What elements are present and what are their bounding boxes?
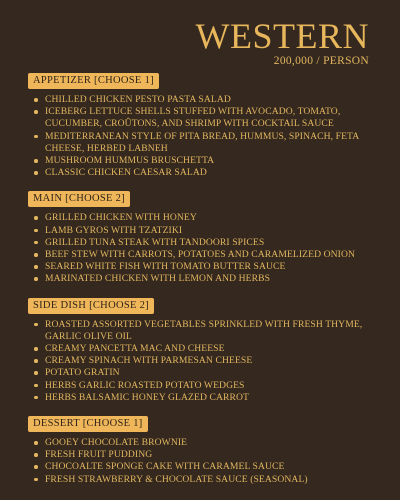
section-header: APPETIZER [CHOOSE 1]: [28, 73, 159, 89]
item-list: [28, 94, 378, 179]
bullet-icon: [34, 171, 38, 175]
item-label: CREAMY PANCETTA MAC AND CHEESE: [45, 343, 225, 355]
bullet-icon: [34, 465, 38, 469]
item-label: CHOCOALTE SPONGE CAKE WITH CARAMEL SAUCE: [45, 461, 285, 473]
item-label: ROASTED ASSORTED VEGETABLES SPRINKLED WITH FRESH THYME, GARLIC OLIVE OIL: [45, 318, 363, 342]
list-item: [28, 449, 378, 461]
menu-price: 200,000 / PERSON: [273, 55, 369, 67]
item-label: GRILLED TUNA STEAK WITH TANDOORI SPICES: [45, 236, 265, 248]
bullet-icon: [34, 323, 38, 327]
list-item: [28, 380, 378, 392]
bullet-icon: [34, 384, 38, 388]
list-item: [28, 474, 378, 486]
bullet-icon: [34, 229, 38, 233]
list-item: [28, 237, 378, 249]
bullet-icon: [34, 347, 38, 351]
item-label: CREAMY SPINACH WITH PARMESAN CHEESE: [45, 355, 253, 367]
bullet-icon: [34, 396, 38, 400]
section-main: [28, 186, 378, 285]
item-label: CHILLED CHICKEN PESTO PASTA SALAD: [45, 94, 231, 105]
bullet-icon: [34, 453, 38, 457]
list-item: [28, 367, 378, 379]
list-item: [28, 94, 378, 106]
item-list: [28, 319, 378, 404]
bullet-icon: [34, 159, 38, 163]
bullet-icon: [34, 478, 38, 482]
section-appetizer: [28, 68, 378, 179]
section-header: SIDE DISH [CHOOSE 2]: [28, 298, 154, 314]
bullet-icon: [34, 359, 38, 363]
title-block: [196, 18, 369, 68]
list-item: [28, 212, 378, 224]
list-item: [28, 437, 378, 449]
list-item: [28, 343, 378, 355]
item-label: MARINATED CHICKEN WITH LEMON AND HERBS: [45, 273, 271, 285]
item-list: [28, 212, 378, 285]
bullet-icon: [34, 110, 38, 114]
bullet-icon: [34, 441, 38, 445]
list-item: [28, 261, 378, 273]
item-label: ICEBERG LETTUCE SHELLS STUFFED WITH AVOCADO, TOMATO, CUCUMBER, CROÛTONS, AND SHRIMP WITH COCKTAIL SAUCE: [45, 106, 341, 130]
item-label: HERBS BALSAMIC HONEY GLAZED CARROT: [45, 391, 249, 403]
list-item: [28, 461, 378, 473]
list-item: [28, 131, 378, 155]
list-item: [28, 319, 378, 343]
item-list: [28, 437, 378, 486]
item-label: CLASSIC CHICKEN CAESAR SALAD: [45, 167, 207, 179]
item-label: LAMB GYROS WITH TZATZIKI: [45, 224, 183, 236]
bullet-icon: [34, 98, 38, 102]
bullet-icon: [34, 241, 38, 245]
item-label: FRESH FRUIT PUDDING: [45, 449, 153, 461]
item-label: MUSHROOM HUMMUS BRUSCHETTA: [45, 155, 215, 167]
menu-title: WESTERN: [195, 16, 369, 56]
item-label: GRILLED CHICKEN WITH HONEY: [45, 212, 197, 224]
list-item: [28, 155, 378, 167]
item-label: POTATO GRATIN: [45, 367, 120, 379]
item-label: MEDITERRANEAN STYLE OF PITA BREAD, HUMMUS, SPINACH, FETA CHEESE, HERBED LABNEH: [45, 130, 359, 154]
bullet-icon: [34, 371, 38, 375]
item-label: GOOEY CHOCOLATE BROWNIE: [45, 437, 188, 449]
bullet-icon: [34, 216, 38, 220]
list-item: [28, 273, 378, 285]
bullet-icon: [34, 253, 38, 257]
bullet-icon: [34, 135, 38, 139]
item-label: SEARED WHITE FISH WITH TOMATO BUTTER SAUCE: [45, 261, 286, 273]
item-label: BEEF STEW WITH CARROTS, POTATOES AND CARAMELIZED ONION: [45, 249, 356, 261]
section-side-dish: [28, 293, 378, 404]
section-header: DESSERT [CHOOSE 1]: [28, 416, 148, 432]
list-item: [28, 167, 378, 179]
item-label: FRESH STRAWBERRY & CHOCOLATE SAUCE (SEASONAL): [45, 473, 308, 485]
bullet-icon: [34, 277, 38, 281]
item-label: HERBS GARLIC ROASTED POTATO WEDGES: [45, 379, 245, 391]
list-item: [28, 106, 378, 130]
section-dessert: [28, 411, 378, 486]
list-item: [28, 392, 378, 404]
menu-content: [28, 68, 378, 486]
bullet-icon: [34, 265, 38, 269]
list-item: [28, 249, 378, 261]
list-item: [28, 225, 378, 237]
list-item: [28, 355, 378, 367]
section-header: MAIN [CHOOSE 2]: [28, 191, 130, 207]
